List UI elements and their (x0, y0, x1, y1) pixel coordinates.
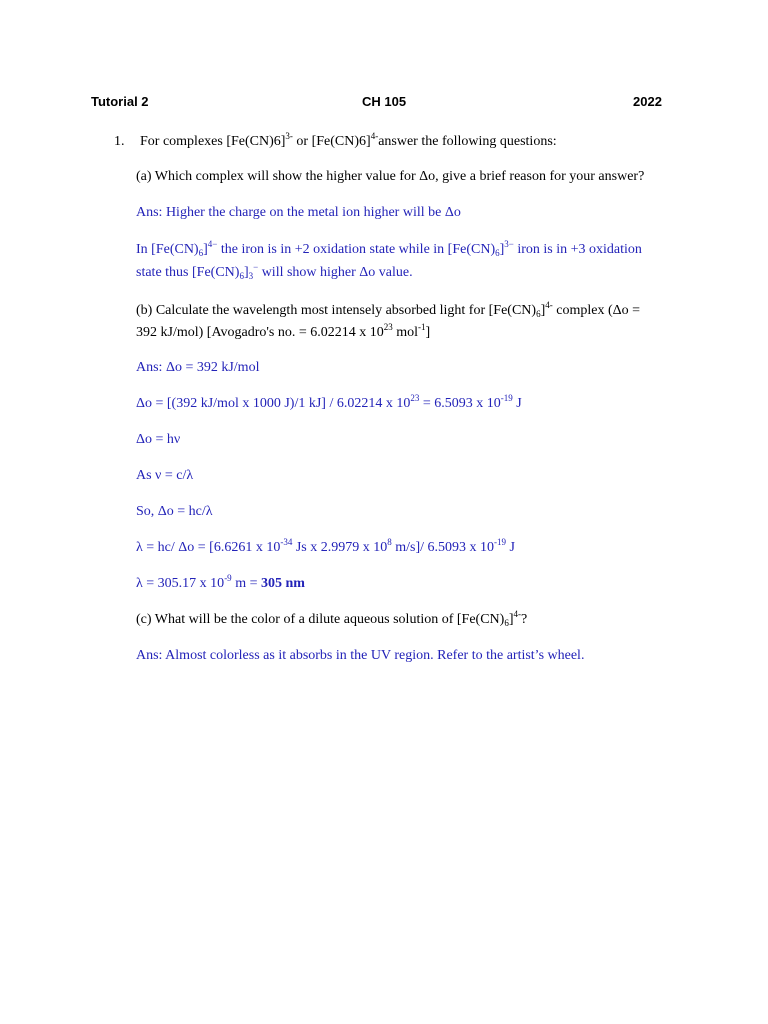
answer-b-line5: So, Δo = hc/λ (136, 504, 213, 519)
question-a: (a) Which complex will show the higher value for Δo, give a brief reason for your answer? (136, 169, 645, 184)
final-answer: 305 nm (260, 576, 305, 591)
question-number: 1. (114, 134, 125, 149)
answer-a-line1: Ans: Higher the charge on the metal ion higher will be Δo (136, 205, 461, 220)
answer-b-line3: Δo = hν (136, 432, 181, 447)
answer-c: Ans: Almost colorless as it absorbs in the UV region. Refer to the artist’s wheel. (136, 648, 585, 663)
answer-a-line3: state thus $[Fe(CN)_6]_3^-$ will show higher Δo value. (136, 262, 413, 281)
question-b-line1: (b) Calculate the wavelength most intensely absorbed light for $[Fe(CN)_6]^{4-}$ complex (Δo = (136, 300, 641, 319)
header-year: 2022 (633, 94, 662, 109)
header-tutorial: Tutorial 2 (91, 94, 149, 109)
question-b-line2: 392 kJ/mol) [Avogadro's no. = 6.02214 x $10^{23}$ mol$^{-1}$] (136, 322, 431, 340)
answer-b-line4: As ν = c/λ (136, 468, 194, 483)
header-course: CH 105 (362, 94, 407, 109)
answer-b-line1: Ans: Δo = 392 kJ/mol (136, 360, 260, 375)
answer-b-line7: λ = 305.17 x $10^{-9}$ m = 305 nm (136, 573, 305, 591)
answer-b-line2: Δo = [(392 kJ/mol x 1000 J)/1 kJ] / 6.02214 x $10^{23} = 6.5093$ x $10^{-19}$ J (136, 393, 522, 411)
answer-b-line6: λ = hc/ Δo = [6.6261 x $10^{-34}$ Js x 2.9979 x $10^8$ m/s]/ 6.5093 x $10^{-19}$ J (136, 537, 515, 555)
question-1-text: For complexes $[Fe(CN)6]^{3-}$ or $[Fe(CN)6]^{4-}answer$ the following questions: (140, 131, 557, 149)
question-c: (c) What will be the color of a dilute aqueous solution of $[Fe(CN)_6]^{4-}$? (136, 609, 528, 628)
answer-a-line2: In $[Fe(CN)_6]^{4-}$ the iron is in +2 oxidation state while in $[Fe(CN)_6]^{3-}$ iron is in +3 oxidation (136, 239, 642, 258)
